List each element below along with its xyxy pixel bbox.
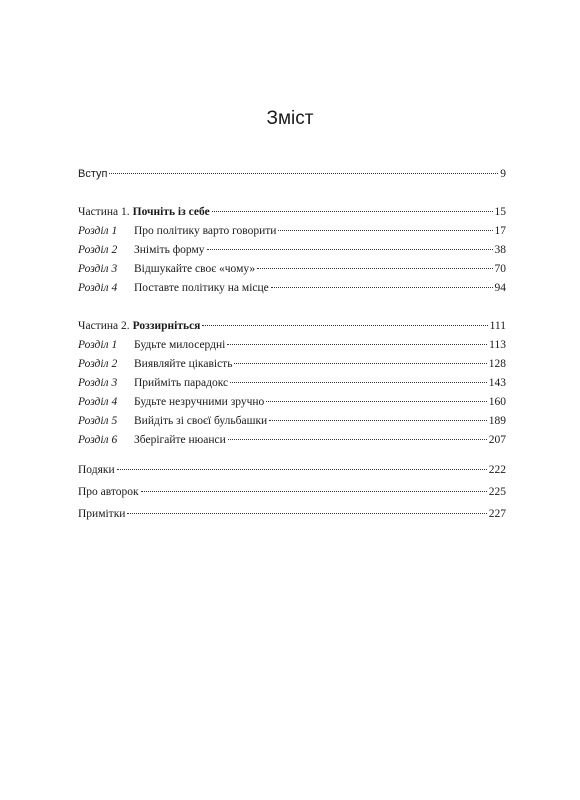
page-number: 15 (494, 206, 506, 218)
dot-leader (271, 287, 493, 288)
chapter-title: Зніміть форму (134, 244, 205, 256)
toc-chapter[interactable] (78, 280, 506, 296)
page-number: 17 (494, 225, 506, 237)
dot-leader (227, 344, 487, 345)
dot-leader (202, 325, 487, 326)
page-number: 143 (488, 377, 506, 389)
page-number: 128 (488, 358, 506, 370)
part-prefix: Частина 2. (78, 320, 130, 332)
toc-chapter[interactable] (78, 375, 506, 391)
dot-leader (278, 230, 492, 231)
dot-leader (230, 382, 487, 383)
page-number: 207 (488, 434, 506, 446)
entry-label: Примітки (78, 508, 126, 520)
toc-part-1[interactable] (78, 204, 506, 220)
dot-leader (234, 363, 486, 364)
chapter-title: Про політику варто говорити (134, 225, 277, 237)
chapter-number: Розділ 5 (78, 415, 118, 427)
toc-entry-intro[interactable] (78, 166, 506, 182)
toc-entry-acknowledgements[interactable] (78, 462, 506, 478)
chapter-number: Розділ 2 (78, 244, 118, 256)
toc-chapter[interactable] (78, 432, 506, 448)
dot-leader (257, 268, 492, 269)
page-number: 227 (488, 508, 506, 520)
chapter-title: Прийміть парадокс (134, 377, 229, 389)
page-number: 113 (489, 339, 506, 351)
page-number: 94 (494, 282, 506, 294)
entry-label: Вступ (78, 168, 108, 180)
dot-leader (266, 401, 486, 402)
page-number: 160 (488, 396, 506, 408)
part-title: Почніть із себе (132, 206, 210, 218)
chapter-number: Розділ 2 (78, 358, 118, 370)
chapter-number: Розділ 6 (78, 434, 118, 446)
dot-leader (228, 439, 487, 440)
chapter-title: Відшукайте своє «чому» (134, 263, 256, 275)
dot-leader (269, 420, 487, 421)
toc-entry-notes[interactable] (78, 506, 506, 522)
part-title: Роззирніться (132, 320, 201, 332)
toc-chapter[interactable] (78, 413, 506, 429)
dot-leader (207, 249, 493, 250)
part-prefix: Частина 1. (78, 206, 130, 218)
dot-leader (127, 513, 486, 514)
dot-leader (141, 491, 487, 492)
chapter-title: Поставте політику на місце (134, 282, 269, 294)
toc-chapter[interactable] (78, 394, 506, 410)
page-number: 70 (494, 263, 506, 275)
toc-chapter[interactable] (78, 261, 506, 277)
page-number: 9 (500, 168, 506, 180)
toc-chapter[interactable] (78, 337, 506, 353)
chapter-number: Розділ 4 (78, 282, 118, 294)
page-number: 111 (489, 320, 506, 332)
entry-label: Подяки (78, 464, 115, 476)
chapter-number: Розділ 3 (78, 263, 118, 275)
dot-leader (109, 173, 498, 174)
page-number: 225 (488, 486, 506, 498)
dot-leader (212, 211, 493, 212)
toc-chapter[interactable] (78, 223, 506, 239)
chapter-number: Розділ 4 (78, 396, 118, 408)
toc-entry-about-authors[interactable] (78, 484, 506, 500)
chapter-title: Будьте милосердні (134, 339, 226, 351)
chapter-title: Зберігайте нюанси (134, 434, 226, 446)
chapter-number: Розділ 1 (78, 339, 118, 351)
chapter-number: Розділ 3 (78, 377, 118, 389)
page-number: 222 (488, 464, 506, 476)
chapter-number: Розділ 1 (78, 225, 118, 237)
entry-label: Про авторок (78, 486, 139, 498)
chapter-title: Вийдіть зі своєї бульбашки (134, 415, 268, 427)
toc-chapter[interactable] (78, 356, 506, 372)
page-number: 189 (488, 415, 506, 427)
chapter-title: Виявляйте цікавість (134, 358, 233, 370)
dot-leader (117, 469, 487, 470)
toc-chapter[interactable] (78, 242, 506, 258)
page-title: Зміст (266, 108, 314, 129)
chapter-title: Будьте незручними зручно (134, 396, 265, 408)
toc-part-2[interactable] (78, 318, 506, 334)
page-number: 38 (494, 244, 506, 256)
